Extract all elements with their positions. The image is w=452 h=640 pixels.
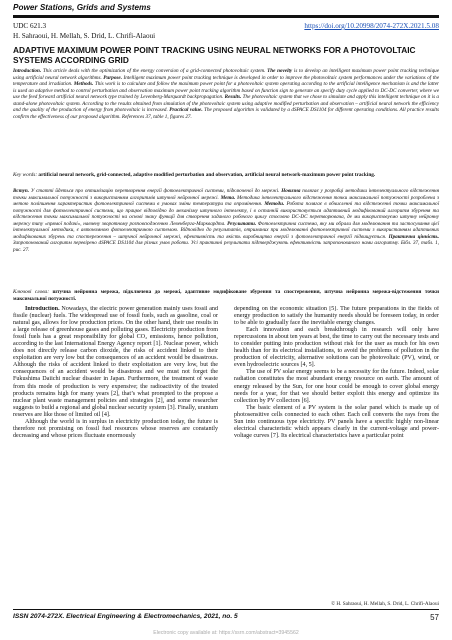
abstract-ukrainian [13,188,439,253]
author-list: H. Sahraoui, H. Mellah, S. Drid, L. Chrifi-Alaoui [13,32,156,40]
abstract-ua-intro-label: Вступ. [13,188,30,194]
abstract-ua-novelty-text: полягає у розробці методики інтелектуального відстеження точки максимальної потужності з використанням алгоритмів штучної нейронної мережі. [13,188,439,201]
page-number: 57 [430,613,439,622]
body-text [13,306,439,602]
footer-issn: ISSN 2074-272X. Electrical Engineering & Electromechanics, 2021, no. 5 [13,613,238,620]
journal-section-header: Power Stations, Grids and Systems [13,3,151,12]
abstract-novelty-label: The novelty [265,68,293,74]
paragraph-text: The basic element of a PV system is the solar panel which is made up of photosensitive cells connected to each other. Each cell converts the rays from the Sun into continuous type electricity. PV panels have a specific highly non-linear electrical characteristic which appears clearly in the current-voltage and power-voltage curves [7]. Its electrical characteristics have a particular point [234,404,439,439]
page-footer [13,613,439,622]
body-column-right [234,306,439,602]
abstract-results-text: The photovoltaic system that we chose to simulate and apply this intelligent technique on it is a stand-alone photovoltaic system. According to the results obtained from simulation of the photovoltaic system using adaptive modified perturbation and observation – artificial neural network the efficiency and the quality of the production of energy from photovoltaic is increased. [13,94,439,114]
body-paragraph [234,327,439,369]
copyright-notice: © H. Sahraoui, H. Mellah, S. Drid, L. Chrifi-Alaoui [331,601,439,607]
abstract-ua-intro-text: У статті йдеться про оптимізацію перетворення енергії фотоелектричної системи, підключеної до мережі. [29,188,280,194]
abstract-intro-label: Introduction. [13,68,42,74]
keywords-label: Key words: [13,172,38,178]
body-column-left [13,306,218,602]
abstract-practical-label: Practical value. [167,107,203,114]
udc-doi-line [13,22,439,30]
body-paragraph [13,306,218,419]
keywords-ua-label: Ключові слова: [13,289,49,295]
abstract-ua-results-text: Фотоелектрична система, яку ми обрали для моделювання та застосування цієї інтелектуальної методики, є автономною фотоелектричною системою. Відповідно до результатів, отриманих при моделюванні фотоелектричної системи з використанням адаптивних модифікованих збурень та спостереження – штучної нейронної мережі, ефективність та якість виробництва енергії з фотоелектричної енергії підвищується. [13,220,439,240]
header-rule [13,15,439,18]
abstract-methods-label: Methods. [72,81,94,88]
abstract-ua-methods-text: Робота полягає в обчисленні та відстеженні точки максимальної потужності для фотоелектричної системи, що працює відповідно до механізму штучного інтелекту, і в останній використовується адаптивний модифікований алгоритм збурення та відстеження точки максимальної потужності на основі знаку функції для створення заданого робочого циклу стосовно DC-DC перетворювача, де ми використовуємо штучну нейронну мережу типу «прямої подачі», навчену зворотному розповсюдженню Левенберга-Марквардта. [13,201,440,227]
keywords-ua-text: штучна нейронна мережа, підключена до мережі, адаптивне модифіковане збурення та спостереження, штучна нейронна мережа-відстеження точки максимальної потужності. [13,289,440,302]
abstract-ua-methods-label: Методи. [262,201,285,208]
abstract-ua-results-label: Результати. [225,220,257,227]
abstract-practical-text: The proposed algorithm is validated by a dSPACE DS1104 for different operating conditions. All practice results confirm the effectiveness of our proposed algorithm. References 37, table 1, figures 27. [13,107,440,120]
abstract-ua-purpose-text: Методика інтелектуального відстеження точки максимальної потужності розроблена з метою поліпшення характеристик фотоелектричної системи в умовах зміни температури та опромінення. [13,194,439,208]
abstract-purpose-label: Purpose. [101,74,122,81]
abstract-methods-text: This work is to calculate and follow the maximum power point for a photovoltaic system operating according to the artificial intelligence mechanism is and the latter is used an adaptive method to control perturbation and observation maximum power point tracking algorithm based on function sign to generate an specify duty cycle applied to DC-DC converter, where we use the feed forward artificial neural network type trained by Levenberg-Marquardt backpropagation. [13,81,439,101]
abstract-results-label: Results. [223,94,242,101]
paragraph-text: Although the world is in surplus in electricity production today, the future is therefore not promising on fossil fuel resources whose reserves are constantly decreasing and whose prices fluctuate enormously [13,418,218,439]
paragraph-text: Each innovation and each breakthrough in research will only have repercussions in about ten years at best, the time to carry out the necessary tests and to consider putting into production without risk for the user as much for his own health than for its electrical installations, to avoid the problems of pollution in the production of electricity, alternative solutions can be photovoltaic (PV), wind, or even hydroelectric sources [4, 5]. [234,327,439,369]
abstract-ua-practical-label: Практична цінність. [386,233,439,240]
ssrn-watermark: Electronic copy available at: https://ssrn.com/abstract=3945562 [153,630,299,636]
body-paragraph [13,419,218,440]
keywords-ukrainian [13,289,439,302]
body-paragraph [234,405,439,440]
abstract-ua-purpose-label: Мета. [218,194,236,201]
paragraph-text: Nowadays, the electric power generation mainly uses fossil and fissile (nuclear) fuels. The widespread use of fossil fuels, such as gasoline, coal or natural gas, allows for low production prices. On the other hand, their use results in a large release of greenhouse gases and polluting gases. Electricity production from fossil fuels has a great responsibility for global CO₂ emissions, hence pollution, according to the last International Energy Agency report [1]. Nuclear power, which does not directly release carbon dioxide, the risks of accident linked to their exploitation are very low but the consequences of an accident would be disastrous. Although the risks of accident linked to their exploitation are very low, but the consequences of an accident would be disastrous and we must not forget the Fukushima Daiichi nuclear disaster in Japan. Furthermore, the treatment of waste from this mode of production is very expensive; the radioactivity of the treated products remains high for many years [2], that’s what prompted to the propose a nuclear plant waste management policies and strategies [2], and some researcher suggests to build a regional and global nuclear security system [3]. Finally, uranium reserves are like those of limited oil [4]. [13,306,218,418]
abstract-purpose-text: Intelligent maximum power point tracking technique is developed in order to improve the photovoltaic system performances under the variations of the temperature and irradiation. [13,74,439,88]
udc-code: UDC 621.3 [13,22,47,30]
body-paragraph [234,369,439,404]
paragraph-text: The use of PV solar energy seems to be a necessity for the future. Indeed, solar radiation constitutes the most abundant energy resource on earth. The amount of energy released by the Sun, for one hour could be enough to cover global energy needs for a year, for that we should better exploit this energy and optimize its collection by PV collectors [6]. [234,369,439,404]
abstract-english [13,68,439,120]
abstract-ua-novelty-label: Новизна [279,188,301,194]
abstract-ua-practical-text: Запропонований алгоритм перевірено dSPACE DS1104 для різних умов роботи. Усі практичні результати підтверджують ефективність запропонованого нами алгоритму. Бібл. 37, табл. 1, рис. 27. [13,240,439,253]
footer-rule [13,609,439,610]
body-paragraph [234,306,439,327]
paper-title: ADAPTIVE MAXIMUM POWER POINT TRACKING USING NEURAL NETWORKS FOR A PHOTOVOLTAIC SYSTEMS ACCORDING GRID [13,45,416,66]
abstract-novelty-text: is to develop an intelligent maximum power point tracking technique using artificial neural network algorithms. [13,68,439,81]
keywords-english [13,172,439,179]
doi-link[interactable]: https://doi.org/10.20998/2074-272X.2021.5.08 [304,22,439,30]
section-heading-introduction: Introduction. [25,306,60,312]
paragraph-text: depending on the economic situation [5]. The future preparations in the fields of energy production to satisfy the humanity needs should be foreseen today, in order to be able to gradually face the inevitable energy changes. [234,306,439,327]
abstract-intro-text: This article deals with the optimization of the energy conversion of a grid-connected photovoltaic system. [41,68,266,74]
keywords-text: artificial neural network, grid-connected, adaptive modified perturbation and observation, artificial neural network-maximum power point tracking. [37,172,376,178]
